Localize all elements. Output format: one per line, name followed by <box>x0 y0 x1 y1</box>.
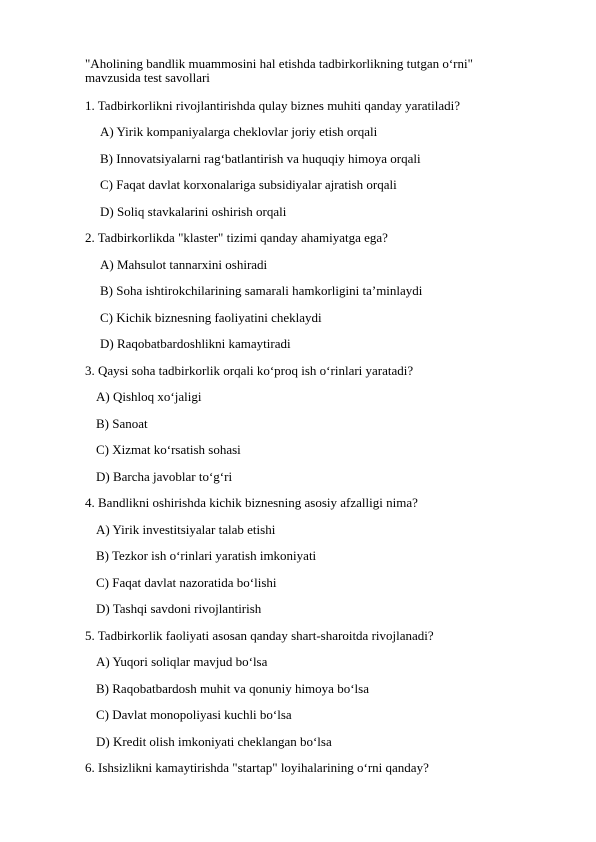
question-2: 2. Tadbirkorlikda "klaster" tizimi qanday ahamiyatga ega? <box>85 230 388 245</box>
question-1-option-d: D) Soliq stavkalarini oshirish orqali <box>100 204 287 219</box>
question-5-option-b: B) Raqobatbardosh muhit va qonuniy himoya bo‘lsa <box>96 681 369 696</box>
question-3-option-c: C) Xizmat ko‘rsatish sohasi <box>96 442 241 457</box>
question-4-option-d: D) Tashqi savdoni rivojlantirish <box>96 601 262 616</box>
question-1-option-a: A) Yirik kompaniyalarga cheklovlar joriy etish orqali <box>100 124 378 139</box>
question-1: 1. Tadbirkorlikni rivojlantirishda qulay biznes muhiti qanday yaratiladi? <box>85 98 461 113</box>
question-4: 4. Bandlikni oshirishda kichik biznesning asosiy afzalligi nima? <box>85 495 418 510</box>
question-2-option-a: A) Mahsulot tannarxini oshiradi <box>100 257 268 272</box>
question-6: 6. Ishsizlikni kamaytirishda "startap" loyihalarining o‘rni qanday? <box>85 760 429 775</box>
question-1-option-c: C) Faqat davlat korxonalariga subsidiyalar ajratish orqali <box>100 177 397 192</box>
question-3: 3. Qaysi soha tadbirkorlik orqali ko‘proq ish o‘rinlari yaratadi? <box>85 363 414 378</box>
question-1-option-b: B) Innovatsiyalarni rag‘batlantirish va huquqiy himoya orqali <box>100 151 421 166</box>
question-5-option-d: D) Kredit olish imkoniyati cheklangan bo‘lsa <box>96 734 332 749</box>
question-2-option-b: B) Soha ishtirokchilarining samarali hamkorligini ta’minlaydi <box>100 283 423 298</box>
document-title: "Aholining bandlik muammosini hal etishda tadbirkorlikning tutgan o‘rni" mavzusida test savollari <box>85 56 473 85</box>
question-3-option-b: B) Sanoat <box>96 416 148 431</box>
question-2-option-d: D) Raqobatbardoshlikni kamaytiradi <box>100 336 291 351</box>
question-3-option-d: D) Barcha javoblar to‘g‘ri <box>96 469 233 484</box>
question-5-option-c: C) Davlat monopoliyasi kuchli bo‘lsa <box>96 707 292 722</box>
question-5-option-a: A) Yuqori soliqlar mavjud bo‘lsa <box>96 654 268 669</box>
question-4-option-b: B) Tezkor ish o‘rinlari yaratish imkoniyati <box>96 548 317 563</box>
question-3-option-a: A) Qishloq xo‘jaligi <box>96 389 202 404</box>
question-4-option-a: A) Yirik investitsiyalar talab etishi <box>96 522 276 537</box>
question-5: 5. Tadbirkorlik faoliyati asosan qanday shart-sharoitda rivojlanadi? <box>85 628 434 643</box>
question-4-option-c: C) Faqat davlat nazoratida bo‘lishi <box>96 575 277 590</box>
question-2-option-c: C) Kichik biznesning faoliyatini cheklaydi <box>100 310 322 325</box>
